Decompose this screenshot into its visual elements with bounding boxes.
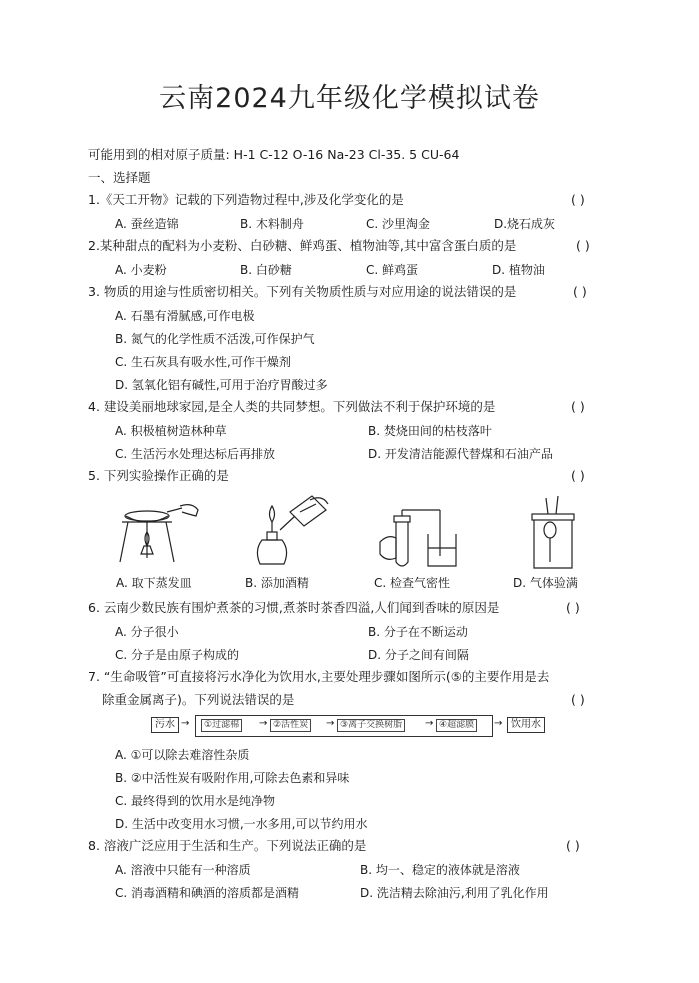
q8-option-a: A. 溶液中只能有一种溶质 xyxy=(115,863,251,877)
q4-option-a: A. 积极植树造林种草 xyxy=(115,424,227,438)
q4-option-b: B. 焚烧田间的枯枝落叶 xyxy=(368,424,492,438)
section-heading: 一、选择题 xyxy=(88,170,151,185)
q6-option-b: B. 分子在不断运动 xyxy=(368,625,468,639)
answer-blank-4: ( ) xyxy=(571,399,585,414)
q3-option-d: D. 氢氧化铝有碱性,可用于治疗胃酸过多 xyxy=(115,378,328,392)
q8-option-b: B. 均一、稳定的液体就是溶液 xyxy=(360,863,520,877)
flow-step-4: ④超滤膜 xyxy=(436,719,477,732)
question-5-stem: 5. 下列实验操作正确的是 xyxy=(88,468,229,483)
q6-option-c: C. 分子是由原子构成的 xyxy=(115,648,240,662)
q2-option-c: C. 鲜鸡蛋 xyxy=(366,263,419,277)
flow-end-box: 饮用水 xyxy=(507,717,545,733)
answer-blank-6: ( ) xyxy=(566,600,580,615)
question-4-stem: 4. 建设美丽地球家园,是全人类的共同梦想。下列做法不利于保护环境的是 xyxy=(88,399,496,414)
evaporating-dish-figure xyxy=(112,492,202,572)
flow-step-1: ①过滤棉 xyxy=(201,719,242,732)
q5-option-d: D. 气体验满 xyxy=(513,576,578,590)
q4-option-c: C. 生活污水处理达标后再排放 xyxy=(115,447,276,461)
flow-step-2: ②活性炭 xyxy=(270,719,311,732)
flow-arrow-icon: → xyxy=(259,718,268,729)
flow-step-3: ③离子交换树脂 xyxy=(337,719,405,732)
q5-option-c: C. 检查气密性 xyxy=(374,576,451,590)
q1-option-d: D.烧石成灰 xyxy=(494,217,556,231)
question-7-stem-line1: 7. “生命吸管”可直接将污水净化为饮用水,主要处理步骤如图所示(⑤的主要作用是去 xyxy=(88,669,550,684)
q2-option-b: B. 白砂糖 xyxy=(240,263,292,277)
q4-option-d: D. 开发清洁能源代替煤和石油产品 xyxy=(368,447,553,461)
q6-option-a: A. 分子很小 xyxy=(115,625,179,639)
question-6-stem: 6. 云南少数民族有围炉煮茶的习惯,煮茶时茶香四溢,人们闻到香味的原因是 xyxy=(88,600,500,615)
adding-alcohol-figure xyxy=(240,490,335,572)
answer-blank-3: ( ) xyxy=(573,284,587,299)
q2-option-a: A. 小麦粉 xyxy=(115,263,167,277)
answer-blank-1: ( ) xyxy=(571,192,585,207)
q7-option-a: A. ①可以除去难溶性杂质 xyxy=(115,748,250,762)
question-1-stem: 1.《天工开物》记载的下列造物过程中,涉及化学变化的是 xyxy=(88,192,404,207)
question-2-stem: 2.某种甜点的配料为小麦粉、白砂糖、鲜鸡蛋、植物油等,其中富含蛋白质的是 xyxy=(88,238,517,253)
flow-arrow-icon: → xyxy=(326,718,335,729)
q3-option-c: C. 生石灰具有吸水性,可作干燥剂 xyxy=(115,355,291,369)
q3-option-a: A. 石墨有滑腻感,可作电极 xyxy=(115,309,255,323)
q8-option-d: D. 洗洁精去除油污,利用了乳化作用 xyxy=(360,886,549,900)
q7-option-b: B. ②中活性炭有吸附作用,可除去色素和异味 xyxy=(115,771,350,785)
flow-arrow-icon: → xyxy=(425,718,434,729)
airtightness-check-figure xyxy=(374,508,480,572)
question-8-stem: 8. 溶液广泛应用于生活和生产。下列说法正确的是 xyxy=(88,838,367,853)
atomic-mass-line: 可能用到的相对原子质量: H-1 C-12 O-16 Na-23 Cl-35. 5 CU-64 xyxy=(88,147,460,162)
answer-blank-7: ( ) xyxy=(571,692,585,707)
flow-arrow-icon: → xyxy=(181,718,190,729)
gas-full-test-figure xyxy=(526,494,586,572)
q1-option-b: B. 木料制舟 xyxy=(240,217,304,231)
page-title: 云南2024九年级化学模拟试卷 xyxy=(159,83,540,114)
q8-option-c: C. 消毒酒精和碘酒的溶质都是酒精 xyxy=(115,886,300,900)
q1-option-c: C. 沙里淘金 xyxy=(366,217,431,231)
flow-start-box: 污水 xyxy=(151,717,179,733)
question-7-stem-line2: 除重金属离子)。下列说法错误的是 xyxy=(102,692,295,707)
q5-option-a: A. 取下蒸发皿 xyxy=(116,576,192,590)
flow-arrow-icon: → xyxy=(494,718,503,729)
q2-option-d: D. 植物油 xyxy=(492,263,545,277)
q1-option-a: A. 蚕丝造锦 xyxy=(115,217,179,231)
answer-blank-2: ( ) xyxy=(576,238,590,253)
q5-option-b: B. 添加酒精 xyxy=(245,576,309,590)
q7-option-c: C. 最终得到的饮用水是纯净物 xyxy=(115,794,276,808)
q6-option-d: D. 分子之间有间隔 xyxy=(368,648,469,662)
q3-option-b: B. 氮气的化学性质不活泼,可作保护气 xyxy=(115,332,315,346)
answer-blank-8: ( ) xyxy=(566,838,580,853)
question-3-stem: 3. 物质的用途与性质密切相关。下列有关物质性质与对应用途的说法错误的是 xyxy=(88,284,517,299)
q7-option-d: D. 生活中改变用水习惯,一水多用,可以节约用水 xyxy=(115,817,368,831)
answer-blank-5: ( ) xyxy=(571,468,585,483)
